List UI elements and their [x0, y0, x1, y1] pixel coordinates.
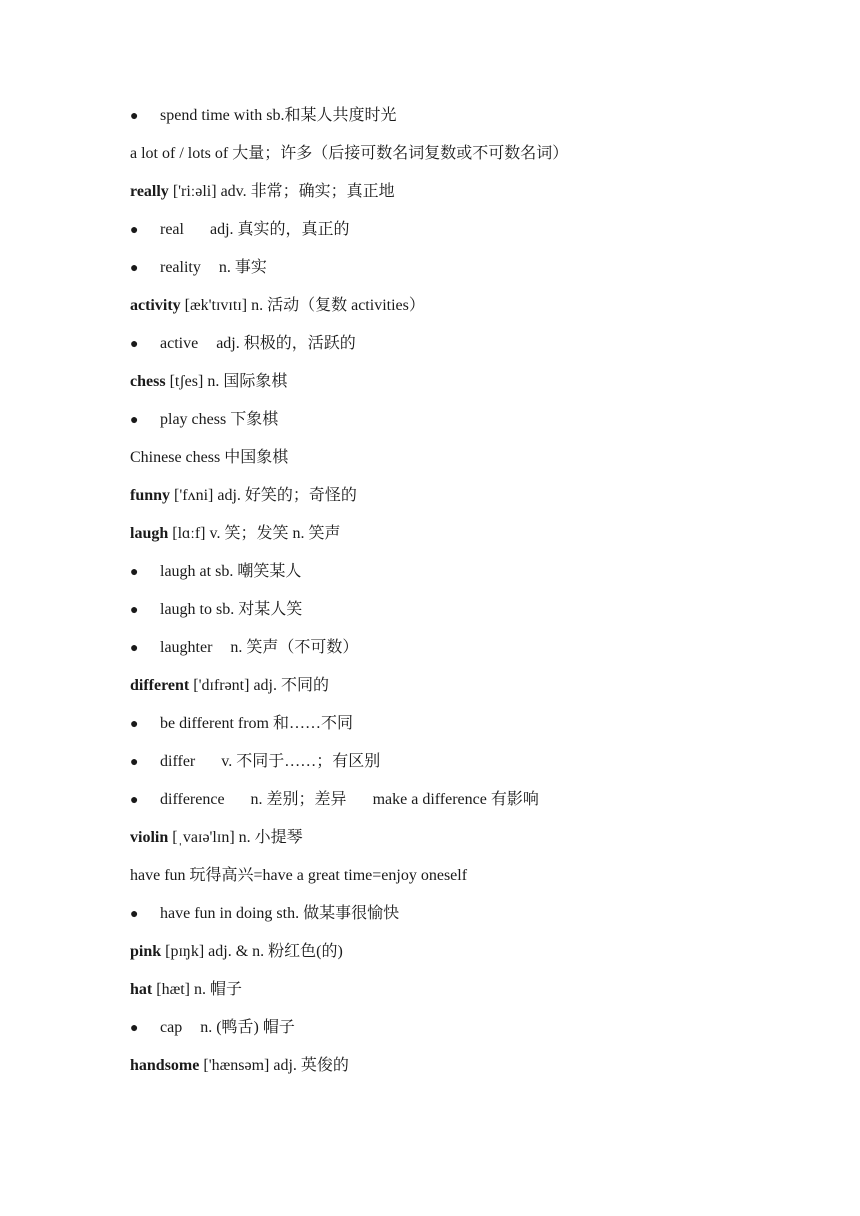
vocab-entry	[130, 937, 810, 975]
definition-text: adj. 积极的，活跃的	[216, 335, 356, 352]
bullet-icon: ●	[130, 1021, 139, 1036]
phrase-text: have fun 玩得高兴=have a great time=enjoy oneself	[130, 867, 468, 884]
phrase-text: laugh to sb. 对某人笑	[160, 601, 303, 618]
bullet-icon: ●	[130, 565, 139, 580]
bullet-icon: ●	[130, 261, 139, 276]
list-item	[130, 253, 810, 291]
vocab-entry	[130, 481, 810, 519]
vocab-entry	[130, 177, 810, 215]
definition-text: ['dɪfrənt] adj. 不同的	[189, 677, 329, 694]
derived-word: difference	[160, 791, 225, 808]
phrase-text: be different from 和……不同	[160, 715, 353, 732]
definition-text: adj. 真实的，真正的	[209, 221, 350, 238]
headword: laugh	[130, 525, 169, 542]
phrase-text: have fun in doing sth. 做某事很愉快	[160, 905, 400, 922]
list-item	[130, 443, 810, 481]
list-item	[130, 215, 810, 253]
vocab-entry	[130, 291, 810, 329]
derived-word: differ	[160, 753, 196, 770]
headword: chess	[130, 373, 166, 390]
definition-text: [ˌvaɪə'lɪn] n. 小提琴	[168, 829, 303, 846]
definition-text: ['hænsəm] adj. 英俊的	[199, 1057, 349, 1074]
vocab-entry	[130, 519, 810, 557]
bullet-icon: ●	[130, 755, 139, 770]
definition-text: ['fʌni] adj. 好笑的；奇怪的	[170, 487, 357, 504]
derived-word: real	[160, 221, 184, 238]
definition-text: v. 不同于……；有区别	[221, 753, 381, 770]
vocab-entry	[130, 671, 810, 709]
headword: hat	[130, 981, 153, 998]
vocab-entry	[130, 975, 810, 1013]
list-item	[130, 899, 810, 937]
vocab-entry	[130, 367, 810, 405]
definition-text: [tʃes] n. 国际象棋	[165, 373, 288, 390]
bullet-icon: ●	[130, 223, 139, 238]
phrase-text: laugh at sb. 嘲笑某人	[160, 563, 302, 580]
derived-word: active	[160, 335, 199, 352]
list-item	[130, 557, 810, 595]
list-item	[130, 785, 810, 823]
bullet-icon: ●	[130, 793, 139, 808]
vocab-entry	[130, 1051, 810, 1089]
derived-word: reality	[160, 259, 201, 276]
bullet-icon: ●	[130, 907, 139, 922]
headword: funny	[130, 487, 171, 504]
phrase-text: play chess 下象棋	[160, 411, 279, 428]
bullet-icon: ●	[130, 717, 139, 732]
list-item	[130, 101, 810, 139]
list-item	[130, 861, 810, 899]
phrase-text: Chinese chess 中国象棋	[130, 449, 289, 466]
list-item	[130, 633, 810, 671]
headword: violin	[130, 829, 169, 846]
phrase-text: a lot of / lots of 大量；许多（后接可数名词复数或不可数名词）	[130, 145, 569, 162]
phrase-text: make a difference 有影响	[372, 791, 539, 808]
phrase-text: spend time with sb.和某人共度时光	[160, 107, 397, 124]
headword: really	[130, 183, 169, 200]
definition-text: [æk'tɪvɪtɪ] n. 活动（复数 activities）	[180, 297, 425, 314]
vocabulary-list	[130, 101, 810, 1089]
definition-text: [hæt] n. 帽子	[152, 981, 243, 998]
list-item	[130, 405, 810, 443]
bullet-icon: ●	[130, 641, 139, 656]
definition-text: n. 笑声（不可数）	[230, 639, 359, 656]
list-item	[130, 709, 810, 747]
list-item	[130, 747, 810, 785]
definition-text: [lɑːf] v. 笑；发笑 n. 笑声	[168, 525, 341, 542]
definition-text: ['riːəli] adv. 非常；确实；真正地	[168, 183, 395, 200]
vocab-entry	[130, 823, 810, 861]
derived-word: cap	[160, 1019, 183, 1036]
list-item	[130, 1013, 810, 1051]
bullet-icon: ●	[130, 413, 139, 428]
list-item	[130, 595, 810, 633]
bullet-icon: ●	[130, 109, 139, 124]
bullet-icon: ●	[130, 337, 139, 352]
definition-text: [pɪŋk] adj. & n. 粉红色(的)	[161, 943, 343, 960]
definition-text: n. 差别；差异	[250, 791, 347, 808]
list-item	[130, 139, 810, 177]
definition-text: n. (鸭舌) 帽子	[200, 1019, 295, 1036]
headword: handsome	[130, 1057, 200, 1074]
derived-word: laughter	[160, 639, 213, 656]
list-item	[130, 329, 810, 367]
headword: pink	[130, 943, 162, 960]
headword: activity	[130, 297, 181, 314]
headword: different	[130, 677, 190, 694]
bullet-icon: ●	[130, 603, 139, 618]
definition-text: n. 事实	[218, 259, 267, 276]
